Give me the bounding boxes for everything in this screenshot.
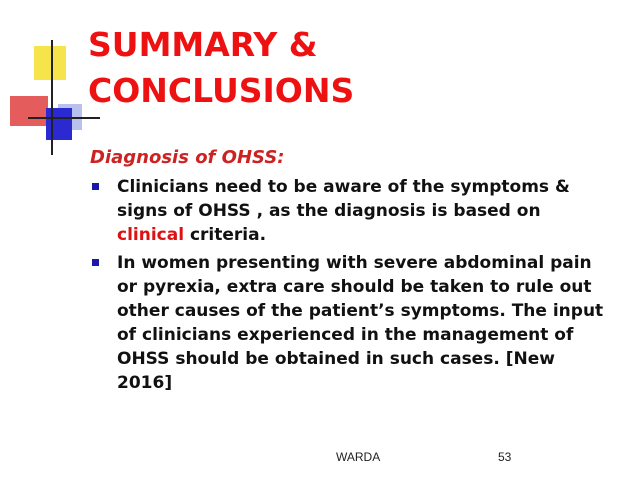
decorative-squares-logo (0, 0, 100, 160)
section-subtitle: Diagnosis of OHSS: (90, 147, 285, 168)
square-bullet-icon (92, 259, 99, 266)
bullet-item-1 (92, 175, 612, 247)
bullet-list (92, 175, 612, 399)
title-line-2: CONCLUSIONS (88, 71, 355, 110)
bullet-1-highlight: clinical (117, 225, 185, 245)
red-square (10, 96, 48, 126)
footer-page-number: 53 (498, 450, 512, 464)
slide-title (88, 22, 608, 114)
bullet-1-text-end: criteria. (184, 225, 267, 245)
blue-square (46, 108, 72, 140)
bullet-1-text: Clinicians need to be aware of the symptoms & signs of OHSS , as the diagnosis is based on (117, 177, 570, 221)
title-line-1: SUMMARY & (88, 25, 318, 64)
bullet-item-2 (92, 251, 612, 395)
footer-author: WARDA (336, 450, 381, 464)
bullet-2-text: In women presenting with severe abdominal pain or pyrexia, extra care should be taken to rule out other causes of the patient’s symptoms. The input of clinicians experienced in the management of OHSS should be obtained in such cases. [New 2016] (117, 253, 604, 393)
yellow-square (34, 46, 66, 80)
square-bullet-icon (92, 183, 99, 190)
